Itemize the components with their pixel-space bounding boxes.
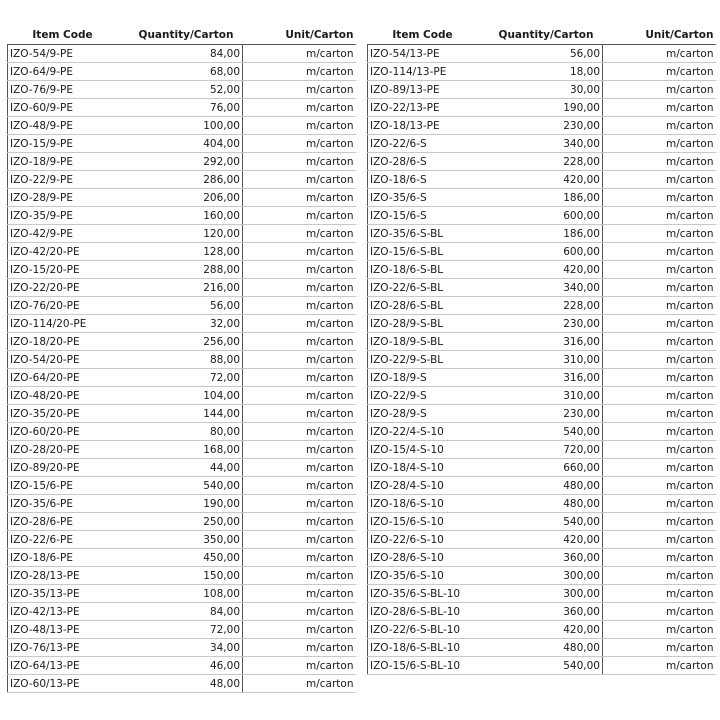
table-row: [368, 45, 716, 63]
table-row: [8, 297, 356, 315]
table-row: [368, 135, 716, 153]
quantity-cell: 420,00: [478, 621, 603, 639]
item-code-cell: IZO-42/13-PE: [8, 603, 118, 621]
item-code-cell: IZO-22/6-S-10: [368, 531, 478, 549]
table-row: [368, 243, 716, 261]
quantity-cell: 44,00: [118, 459, 243, 477]
quantity-cell: 56,00: [118, 297, 243, 315]
unit-cell: m/carton: [603, 567, 716, 585]
item-code-cell: IZO-60/20-PE: [8, 423, 118, 441]
table-row: [368, 459, 716, 477]
unit-cell: m/carton: [603, 63, 716, 81]
unit-cell: m/carton: [603, 99, 716, 117]
item-code-cell: IZO-18/6-PE: [8, 549, 118, 567]
unit-cell: m/carton: [243, 99, 356, 117]
table-row: [368, 351, 716, 369]
unit-cell: m/carton: [603, 243, 716, 261]
table-row: [8, 315, 356, 333]
item-code-cell: IZO-76/9-PE: [8, 81, 118, 99]
item-code-cell: IZO-15/6-S-10: [368, 513, 478, 531]
table-row: [368, 117, 716, 135]
quantity-cell: 46,00: [118, 657, 243, 675]
quantity-header: Quantity/Carton: [498, 29, 594, 41]
right-table-body: [368, 45, 716, 675]
unit-cell: m/carton: [243, 621, 356, 639]
item-code-cell: IZO-35/13-PE: [8, 585, 118, 603]
unit-cell: m/carton: [603, 459, 716, 477]
quantity-cell: 68,00: [118, 63, 243, 81]
unit-cell: m/carton: [603, 117, 716, 135]
item-code-cell: IZO-22/9-S-BL: [368, 351, 478, 369]
item-code-cell: IZO-35/6-S: [368, 189, 478, 207]
item-code-cell: IZO-89/13-PE: [368, 81, 478, 99]
quantity-cell: 186,00: [478, 225, 603, 243]
unit-cell: m/carton: [603, 153, 716, 171]
table-row: [8, 45, 356, 63]
unit-cell: m/carton: [243, 351, 356, 369]
item-code-cell: IZO-15/6-S-BL-10: [368, 657, 478, 675]
table-row: [368, 207, 716, 225]
table-row: [8, 135, 356, 153]
unit-cell: m/carton: [603, 279, 716, 297]
unit-cell: m/carton: [243, 441, 356, 459]
left-table-section: [7, 26, 355, 693]
unit-cell: m/carton: [243, 603, 356, 621]
quantity-cell: 310,00: [478, 387, 603, 405]
unit-cell: m/carton: [243, 45, 356, 63]
quantity-cell: 316,00: [478, 369, 603, 387]
table-row: [368, 405, 716, 423]
table-row: [368, 315, 716, 333]
quantity-cell: 52,00: [118, 81, 243, 99]
quantity-cell: 160,00: [118, 207, 243, 225]
quantity-cell: 420,00: [478, 171, 603, 189]
unit-cell: m/carton: [603, 657, 716, 675]
quantity-cell: 34,00: [118, 639, 243, 657]
item-code-cell: IZO-35/9-PE: [8, 207, 118, 225]
table-row: [8, 621, 356, 639]
quantity-cell: 18,00: [478, 63, 603, 81]
quantity-cell: 660,00: [478, 459, 603, 477]
quantity-cell: 230,00: [478, 405, 603, 423]
item-code-cell: IZO-18/9-S-BL: [368, 333, 478, 351]
unit-cell: m/carton: [243, 261, 356, 279]
table-row: [8, 567, 356, 585]
table-row: [368, 639, 716, 657]
item-code-cell: IZO-48/20-PE: [8, 387, 118, 405]
table-row: [368, 225, 716, 243]
unit-cell: m/carton: [603, 549, 716, 567]
table-row: [8, 495, 356, 513]
quantity-cell: 56,00: [478, 45, 603, 63]
item-code-cell: IZO-18/4-S-10: [368, 459, 478, 477]
item-code-cell: IZO-28/6-S: [368, 153, 478, 171]
unit-cell: m/carton: [243, 657, 356, 675]
item-code-cell: IZO-15/9-PE: [8, 135, 118, 153]
unit-cell: m/carton: [243, 189, 356, 207]
table-row: [368, 531, 716, 549]
quantity-cell: 88,00: [118, 351, 243, 369]
quantity-cell: 480,00: [478, 495, 603, 513]
item-code-cell: IZO-22/6-S-BL-10: [368, 621, 478, 639]
quantity-cell: 168,00: [118, 441, 243, 459]
item-code-cell: IZO-35/6-S-BL-10: [368, 585, 478, 603]
item-code-cell: IZO-48/13-PE: [8, 621, 118, 639]
quantity-cell: 300,00: [478, 567, 603, 585]
table-row: [8, 387, 356, 405]
unit-cell: m/carton: [603, 603, 716, 621]
item-code-cell: IZO-28/20-PE: [8, 441, 118, 459]
item-code-cell: IZO-28/9-S: [368, 405, 478, 423]
quantity-cell: 228,00: [478, 153, 603, 171]
quantity-cell: 30,00: [478, 81, 603, 99]
item-code-cell: IZO-89/20-PE: [8, 459, 118, 477]
table-row: [368, 603, 716, 621]
quantity-cell: 350,00: [118, 531, 243, 549]
item-code-cell: IZO-18/6-S: [368, 171, 478, 189]
table-row: [8, 225, 356, 243]
unit-cell: m/carton: [603, 315, 716, 333]
quantity-cell: 292,00: [118, 153, 243, 171]
unit-cell: m/carton: [243, 225, 356, 243]
quantity-cell: 190,00: [118, 495, 243, 513]
item-code-cell: IZO-35/6-S-BL: [368, 225, 478, 243]
table-row: [8, 531, 356, 549]
table-row: [8, 459, 356, 477]
table-row: [8, 477, 356, 495]
table-row: [368, 81, 716, 99]
unit-cell: m/carton: [603, 135, 716, 153]
table-row: [368, 621, 716, 639]
unit-cell: m/carton: [243, 369, 356, 387]
unit-cell: m/carton: [243, 315, 356, 333]
table-row: [368, 567, 716, 585]
quantity-cell: 540,00: [478, 657, 603, 675]
quantity-cell: 480,00: [478, 639, 603, 657]
right-table-section: [367, 26, 715, 675]
table-row: [8, 369, 356, 387]
unit-cell: m/carton: [603, 621, 716, 639]
unit-cell: m/carton: [243, 297, 356, 315]
quantity-cell: 216,00: [118, 279, 243, 297]
quantity-cell: 340,00: [478, 279, 603, 297]
table-row: [368, 297, 716, 315]
item-code-cell: IZO-42/9-PE: [8, 225, 118, 243]
quantity-cell: 360,00: [478, 603, 603, 621]
table-row: [8, 261, 356, 279]
table-row: [368, 153, 716, 171]
table-row: [8, 117, 356, 135]
item-code-header: Item Code: [392, 29, 453, 41]
item-code-cell: IZO-22/6-S-BL: [368, 279, 478, 297]
quantity-cell: 80,00: [118, 423, 243, 441]
table-row: [368, 261, 716, 279]
table-row: [368, 171, 716, 189]
quantity-cell: 250,00: [118, 513, 243, 531]
item-code-cell: IZO-76/20-PE: [8, 297, 118, 315]
unit-cell: m/carton: [243, 585, 356, 603]
table-row: [8, 81, 356, 99]
quantity-cell: 72,00: [118, 621, 243, 639]
quantity-cell: 310,00: [478, 351, 603, 369]
quantity-cell: 360,00: [478, 549, 603, 567]
quantity-cell: 144,00: [118, 405, 243, 423]
table-row: [8, 639, 356, 657]
unit-cell: m/carton: [603, 225, 716, 243]
table-row: [368, 189, 716, 207]
quantity-cell: 300,00: [478, 585, 603, 603]
quantity-cell: 48,00: [118, 675, 243, 693]
item-code-cell: IZO-35/6-PE: [8, 495, 118, 513]
table-row: [8, 405, 356, 423]
quantity-cell: 340,00: [478, 135, 603, 153]
unit-cell: m/carton: [243, 387, 356, 405]
table-row: [8, 243, 356, 261]
item-code-cell: IZO-22/4-S-10: [368, 423, 478, 441]
unit-cell: m/carton: [243, 531, 356, 549]
item-code-cell: IZO-60/13-PE: [8, 675, 118, 693]
item-code-cell: IZO-54/13-PE: [368, 45, 478, 63]
unit-cell: m/carton: [243, 549, 356, 567]
quantity-cell: 600,00: [478, 207, 603, 225]
quantity-cell: 540,00: [478, 423, 603, 441]
table-row: [368, 441, 716, 459]
header-row: [8, 26, 356, 45]
quantity-cell: 540,00: [118, 477, 243, 495]
table-row: [368, 423, 716, 441]
table-row: [368, 279, 716, 297]
quantity-cell: 150,00: [118, 567, 243, 585]
quantity-cell: 206,00: [118, 189, 243, 207]
item-code-cell: IZO-28/13-PE: [8, 567, 118, 585]
table-row: [368, 549, 716, 567]
table-row: [8, 549, 356, 567]
unit-cell: m/carton: [603, 387, 716, 405]
quantity-cell: 84,00: [118, 603, 243, 621]
unit-header: Unit/Carton: [285, 29, 354, 41]
item-code-cell: IZO-28/6-S-BL-10: [368, 603, 478, 621]
table-row: [8, 513, 356, 531]
unit-cell: m/carton: [603, 531, 716, 549]
unit-cell: m/carton: [603, 441, 716, 459]
table-row: [8, 423, 356, 441]
quantity-cell: 600,00: [478, 243, 603, 261]
item-code-cell: IZO-35/20-PE: [8, 405, 118, 423]
unit-cell: m/carton: [243, 63, 356, 81]
unit-cell: m/carton: [603, 351, 716, 369]
unit-header: Unit/Carton: [645, 29, 714, 41]
quantity-cell: 186,00: [478, 189, 603, 207]
unit-cell: m/carton: [603, 171, 716, 189]
unit-cell: m/carton: [243, 477, 356, 495]
item-code-cell: IZO-42/20-PE: [8, 243, 118, 261]
table-row: [8, 351, 356, 369]
quantity-cell: 316,00: [478, 333, 603, 351]
table-row: [8, 657, 356, 675]
item-code-cell: IZO-64/20-PE: [8, 369, 118, 387]
unit-cell: m/carton: [243, 135, 356, 153]
quantity-cell: 230,00: [478, 117, 603, 135]
quantity-cell: 128,00: [118, 243, 243, 261]
table-row: [368, 657, 716, 675]
quantity-cell: 288,00: [118, 261, 243, 279]
unit-cell: m/carton: [603, 513, 716, 531]
header-row: [368, 26, 716, 45]
quantity-cell: 286,00: [118, 171, 243, 189]
item-code-cell: IZO-76/13-PE: [8, 639, 118, 657]
unit-cell: m/carton: [243, 459, 356, 477]
quantity-header: Quantity/Carton: [138, 29, 234, 41]
item-code-cell: IZO-28/6-S-10: [368, 549, 478, 567]
quantity-cell: 480,00: [478, 477, 603, 495]
item-code-cell: IZO-35/6-S-10: [368, 567, 478, 585]
item-code-cell: IZO-114/13-PE: [368, 63, 478, 81]
item-code-header: Item Code: [32, 29, 93, 41]
item-code-cell: IZO-18/6-S-10: [368, 495, 478, 513]
table-row: [8, 189, 356, 207]
item-code-cell: IZO-28/6-PE: [8, 513, 118, 531]
unit-cell: m/carton: [243, 279, 356, 297]
unit-cell: m/carton: [243, 639, 356, 657]
unit-cell: m/carton: [243, 333, 356, 351]
table-row: [8, 207, 356, 225]
unit-cell: m/carton: [243, 513, 356, 531]
item-code-cell: IZO-18/6-S-BL: [368, 261, 478, 279]
item-code-cell: IZO-18/20-PE: [8, 333, 118, 351]
table-row: [8, 99, 356, 117]
unit-cell: m/carton: [243, 81, 356, 99]
unit-cell: m/carton: [603, 369, 716, 387]
unit-cell: m/carton: [603, 639, 716, 657]
unit-cell: m/carton: [603, 189, 716, 207]
table-row: [368, 495, 716, 513]
item-code-cell: IZO-15/6-S-BL: [368, 243, 478, 261]
table-row: [368, 369, 716, 387]
item-code-cell: IZO-22/9-PE: [8, 171, 118, 189]
unit-cell: m/carton: [603, 207, 716, 225]
table-row: [8, 63, 356, 81]
table-row: [8, 153, 356, 171]
table-row: [368, 99, 716, 117]
product-table-right: [367, 26, 716, 675]
item-code-cell: IZO-60/9-PE: [8, 99, 118, 117]
table-row: [8, 279, 356, 297]
unit-cell: m/carton: [243, 243, 356, 261]
table-row: [368, 387, 716, 405]
unit-cell: m/carton: [243, 117, 356, 135]
quantity-cell: 404,00: [118, 135, 243, 153]
item-code-cell: IZO-64/9-PE: [8, 63, 118, 81]
quantity-cell: 108,00: [118, 585, 243, 603]
unit-cell: m/carton: [603, 405, 716, 423]
item-code-cell: IZO-15/6-S: [368, 207, 478, 225]
unit-cell: m/carton: [603, 333, 716, 351]
item-code-cell: IZO-15/6-PE: [8, 477, 118, 495]
item-code-cell: IZO-22/6-PE: [8, 531, 118, 549]
item-code-cell: IZO-48/9-PE: [8, 117, 118, 135]
table-row: [8, 675, 356, 693]
quantity-cell: 84,00: [118, 45, 243, 63]
unit-cell: m/carton: [603, 585, 716, 603]
quantity-cell: 100,00: [118, 117, 243, 135]
quantity-cell: 720,00: [478, 441, 603, 459]
quantity-cell: 120,00: [118, 225, 243, 243]
quantity-cell: 190,00: [478, 99, 603, 117]
item-code-cell: IZO-54/20-PE: [8, 351, 118, 369]
quantity-cell: 32,00: [118, 315, 243, 333]
table-row: [368, 333, 716, 351]
left-table-body: [8, 45, 356, 693]
product-table-left: [7, 26, 356, 693]
item-code-cell: IZO-28/6-S-BL: [368, 297, 478, 315]
quantity-cell: 450,00: [118, 549, 243, 567]
table-row: [8, 171, 356, 189]
table-row: [8, 585, 356, 603]
quantity-cell: 256,00: [118, 333, 243, 351]
quantity-cell: 230,00: [478, 315, 603, 333]
unit-cell: m/carton: [243, 171, 356, 189]
item-code-cell: IZO-15/20-PE: [8, 261, 118, 279]
table-row: [368, 477, 716, 495]
unit-cell: m/carton: [603, 423, 716, 441]
table-row: [368, 513, 716, 531]
item-code-cell: IZO-18/9-PE: [8, 153, 118, 171]
quantity-cell: 420,00: [478, 531, 603, 549]
unit-cell: m/carton: [243, 405, 356, 423]
quantity-cell: 76,00: [118, 99, 243, 117]
table-row: [8, 333, 356, 351]
item-code-cell: IZO-22/20-PE: [8, 279, 118, 297]
item-code-cell: IZO-114/20-PE: [8, 315, 118, 333]
unit-cell: m/carton: [603, 297, 716, 315]
quantity-cell: 72,00: [118, 369, 243, 387]
unit-cell: m/carton: [243, 153, 356, 171]
table-row: [8, 441, 356, 459]
unit-cell: m/carton: [603, 495, 716, 513]
quantity-cell: 420,00: [478, 261, 603, 279]
item-code-cell: IZO-28/4-S-10: [368, 477, 478, 495]
unit-cell: m/carton: [603, 45, 716, 63]
item-code-cell: IZO-64/13-PE: [8, 657, 118, 675]
table-row: [8, 603, 356, 621]
unit-cell: m/carton: [243, 423, 356, 441]
item-code-cell: IZO-18/9-S: [368, 369, 478, 387]
unit-cell: m/carton: [603, 477, 716, 495]
item-code-cell: IZO-18/6-S-BL-10: [368, 639, 478, 657]
item-code-cell: IZO-22/9-S: [368, 387, 478, 405]
unit-cell: m/carton: [603, 261, 716, 279]
item-code-cell: IZO-54/9-PE: [8, 45, 118, 63]
unit-cell: m/carton: [243, 207, 356, 225]
table-row: [368, 585, 716, 603]
item-code-cell: IZO-18/13-PE: [368, 117, 478, 135]
unit-cell: m/carton: [603, 81, 716, 99]
unit-cell: m/carton: [243, 675, 356, 693]
item-code-cell: IZO-22/13-PE: [368, 99, 478, 117]
item-code-cell: IZO-28/9-PE: [8, 189, 118, 207]
unit-cell: m/carton: [243, 567, 356, 585]
item-code-cell: IZO-15/4-S-10: [368, 441, 478, 459]
unit-cell: m/carton: [243, 495, 356, 513]
table-row: [368, 63, 716, 81]
quantity-cell: 104,00: [118, 387, 243, 405]
item-code-cell: IZO-28/9-S-BL: [368, 315, 478, 333]
quantity-cell: 540,00: [478, 513, 603, 531]
quantity-cell: 228,00: [478, 297, 603, 315]
item-code-cell: IZO-22/6-S: [368, 135, 478, 153]
